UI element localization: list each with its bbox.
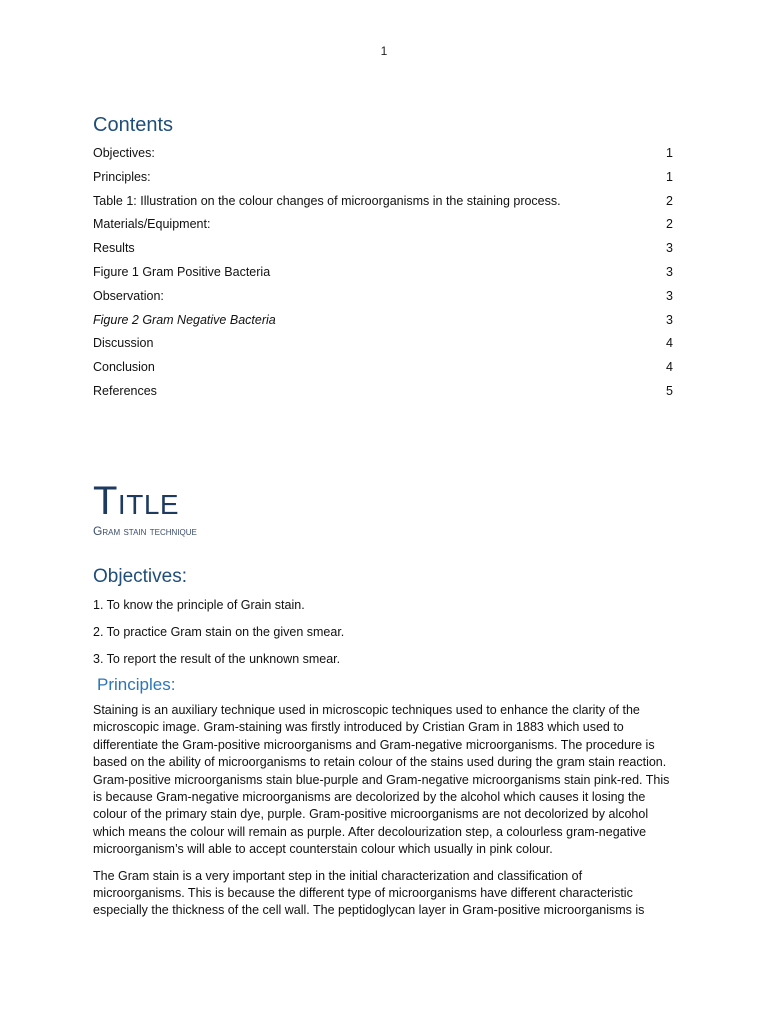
toc-entry-label: Figure 1 Gram Positive Bacteria — [93, 264, 271, 279]
toc-entry[interactable] — [93, 285, 673, 309]
principles-section — [93, 674, 673, 929]
toc-entry-label: Table 1: Illustration on the colour changes of microorganisms in the staining process. — [93, 193, 561, 208]
toc-entry-label: Observation: — [93, 288, 164, 303]
toc-entry[interactable] — [93, 142, 673, 166]
objective-item: 3. To report the result of the unknown smear. — [93, 652, 341, 666]
objectives-section — [93, 564, 673, 673]
title-block — [93, 478, 673, 538]
principles-paragraph: The Gram stain is a very important step in the initial characterization and classification of microorganisms. This is because the different type of microorganisms have different characteristic especially the thickness of the cell wall. The peptidoglycan layer in Gram-positive microorganisms is — [93, 868, 645, 918]
toc-entry-label: Results — [93, 241, 135, 256]
toc-entry-label: Conclusion — [93, 360, 155, 375]
toc-entry[interactable] — [93, 309, 673, 333]
toc-entry-page: 3 — [666, 288, 673, 303]
toc-entry[interactable] — [93, 166, 673, 190]
toc-entry[interactable] — [93, 237, 673, 261]
toc-entry-page: 3 — [666, 312, 673, 327]
toc-entry-page: 3 — [666, 264, 673, 279]
toc-entry-label: Figure 2 Gram Negative Bacteria — [93, 312, 276, 327]
document-subtitle: Gram stain technique — [93, 524, 197, 538]
toc-entry-label: Objectives: — [93, 146, 155, 160]
toc-entry-label: Materials/Equipment: — [93, 217, 211, 232]
toc-entry-page: 1 — [666, 146, 673, 160]
objective-item: 1. To know the principle of Grain stain. — [93, 598, 305, 612]
toc-entry-page: 4 — [666, 360, 673, 375]
toc-entry-label: References — [93, 383, 157, 398]
page-number: 1 — [380, 44, 388, 58]
objective-item: 2. To practice Gram stain on the given smear. — [93, 625, 345, 639]
toc-entry-page: 1 — [666, 169, 673, 184]
toc-entry-page: 2 — [666, 217, 673, 232]
table-of-contents — [93, 112, 673, 404]
toc-entry[interactable] — [93, 380, 673, 404]
toc-entry[interactable] — [93, 190, 673, 214]
toc-heading: Contents — [93, 114, 174, 136]
toc-entry-page: 3 — [666, 241, 673, 256]
toc-entry[interactable] — [93, 356, 673, 380]
toc-entry[interactable] — [93, 332, 673, 356]
toc-entry-label: Principles: — [93, 169, 151, 184]
document-title: Title — [93, 479, 180, 523]
objectives-heading: Objectives: — [93, 566, 187, 587]
toc-entry-page: 5 — [666, 383, 673, 398]
toc-entry[interactable] — [93, 261, 673, 285]
toc-entry[interactable] — [93, 213, 673, 237]
toc-entry-page: 2 — [666, 193, 673, 208]
principles-heading: Principles: — [97, 675, 176, 694]
toc-entry-page: 4 — [666, 336, 673, 351]
toc-entry-label: Discussion — [93, 336, 154, 351]
toc-list — [93, 142, 673, 404]
principles-paragraph: Staining is an auxiliary technique used in microscopic techniques used to enhance the clarity of the microscopic image. Gram-staining was firstly introduced by Cristian Gram in 1883 which used to differentiate the Gram-positive microorganisms and Gram-negative microorganisms. The procedure is based on the ability of microorganisms to retain colour of the stains used during the gram stain reaction. Gram-positive microorganisms stain blue-purple and Gram-negative microorganisms stain pink-red. This is because Gram-negative microorganisms are decolorized by the alcohol which causes it losing the colour of the primary stain dye, purple. Gram-positive microorganisms are not decolorized by alcohol which means the colour will remain as purple. After decolourization step, a colourless gram-negative microorganism’s will able to accept counterstain colour which usually in pink colour. — [93, 703, 670, 857]
